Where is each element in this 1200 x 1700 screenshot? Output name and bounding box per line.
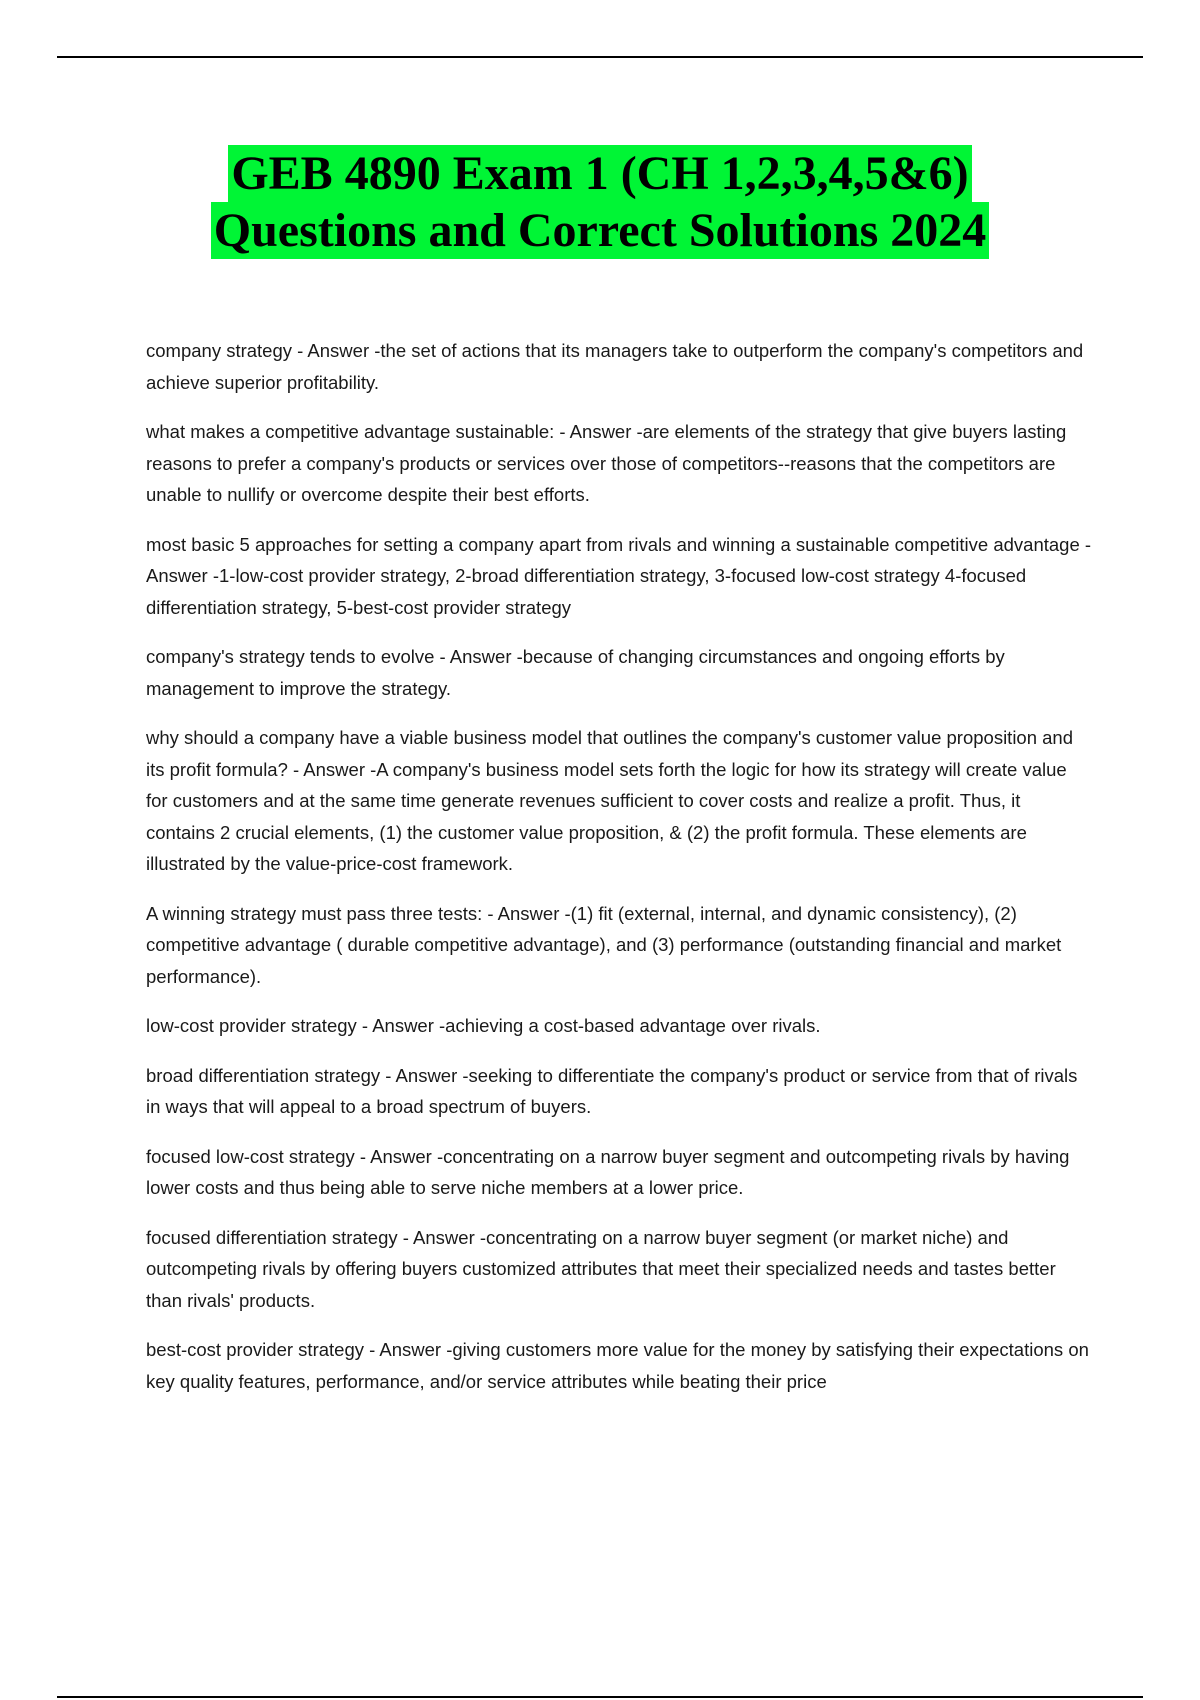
qa-entry-company-strategy: company strategy - Answer -the set of actions that its managers take to outperform the company's competitors and achieve superior profitability. <box>146 340 1084 393</box>
qa-entry-best-cost-provider: best-cost provider strategy - Answer -giving customers more value for the money by satisfying their expectations on key quality features, performance, and/or service attributes while beating their price <box>146 1339 1089 1392</box>
title-line-1: GEB 4890 Exam 1 (CH 1,2,3,4,5&6) <box>228 145 971 202</box>
qa-entry-three-tests: A winning strategy must pass three tests: - Answer -(1) fit (external, internal, and dynamic consistency), (2) competitive advantage ( durable competitive advantage), and (3) performance (outstanding financial and market performance). <box>146 902 1062 987</box>
qa-entry-broad-differentiation: broad differentiation strategy - Answer -seeking to differentiate the company's product or service from that of rivals in ways that will appeal to a broad spectrum of buyers. <box>146 1064 1078 1117</box>
qa-entry-focused-low-cost: focused low-cost strategy - Answer -concentrating on a narrow buyer segment and outcompeting rivals by having lower costs and thus being able to serve niche members at a lower price. <box>146 1145 1070 1198</box>
title-line-2: Questions and Correct Solutions 2024 <box>211 202 990 259</box>
qa-entry-business-model: why should a company have a viable business model that outlines the company's customer value proposition and its profit formula? - Answer -A company's business model sets forth the logic for how its strategy will create value for customers and at the same time generate revenues sufficient to cover costs and realize a profit. Thus, it contains 2 crucial elements, (1) the customer value proposition, & (2) the profit formula. These elements are illustrated by the value-price-cost framework. <box>146 727 1074 874</box>
qa-entry-low-cost-provider: low-cost provider strategy - Answer -achieving a cost-based advantage over rivals. <box>146 1015 821 1036</box>
document-body <box>146 335 1092 1415</box>
qa-entry-strategy-evolves: company's strategy tends to evolve - Answer -because of changing circumstances and ongoing efforts by management to improve the strategy. <box>146 646 1005 699</box>
top-rule <box>57 56 1143 58</box>
bottom-rule <box>57 1696 1143 1698</box>
qa-entry-five-approaches: most basic 5 approaches for setting a company apart from rivals and winning a sustainable competitive advantage - Answer -1-low-cost provider strategy, 2-broad differentiation strategy, 3-focused low-cost strategy 4-focused differentiation strategy, 5-best-cost provider strategy <box>146 533 1092 618</box>
qa-entry-sustainable-advantage: what makes a competitive advantage sustainable: - Answer -are elements of the strategy that give buyers lasting reasons to prefer a company's products or services over those of competitors--reasons that the competitors are unable to nullify or overcome despite their best efforts. <box>146 421 1067 505</box>
document-title <box>0 145 1200 259</box>
qa-entry-focused-differentiation: focused differentiation strategy - Answer -concentrating on a narrow buyer segment (or market niche) and outcompeting rivals by offering buyers customized attributes that meet their specialized needs and tastes better than rivals' products. <box>146 1226 1056 1311</box>
